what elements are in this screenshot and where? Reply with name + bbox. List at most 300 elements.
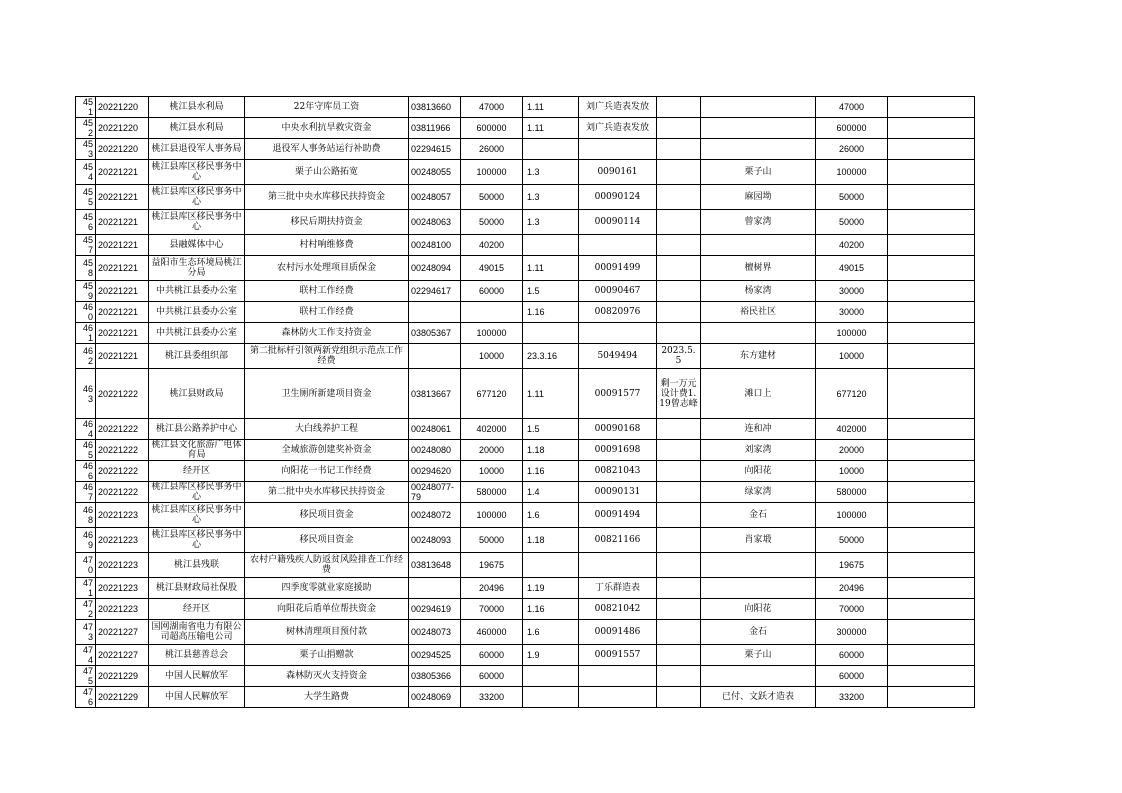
doc-no-cell [579, 323, 657, 344]
table-row [76, 578, 975, 599]
doc-no-cell [579, 139, 657, 160]
village-cell: 曾家湾 [701, 210, 816, 235]
doc-no-cell: 00090124 [579, 185, 657, 210]
table-row [76, 503, 975, 528]
amount-cell: 10000 [461, 344, 523, 369]
village-cell: 已付、文跃才造表 [701, 687, 816, 708]
date-cell: 20221220 [96, 139, 149, 160]
table-row [76, 235, 975, 256]
payer-unit-cell: 中国人民解放军 [149, 687, 245, 708]
allocated-cell: 30000 [816, 302, 888, 323]
table-row [76, 302, 975, 323]
row-no-cell: 455 [76, 185, 96, 210]
voucher-no-cell: 03811966 [409, 118, 461, 139]
pay-date-cell: 1.11 [523, 256, 579, 281]
allocated-cell: 20496 [816, 578, 888, 599]
amount-cell: 100000 [461, 503, 523, 528]
item-cell: 移民项目资金 [245, 503, 409, 528]
table-row [76, 256, 975, 281]
pay-date-cell: 1.9 [523, 645, 579, 666]
payer-unit-cell: 中共桃江县委办公室 [149, 302, 245, 323]
row-no-cell: 475 [76, 666, 96, 687]
village-cell: 滩口上 [701, 369, 816, 419]
pay-date-cell: 1.5 [523, 281, 579, 302]
pay-date-cell: 1.18 [523, 440, 579, 461]
village-cell [701, 666, 816, 687]
amount-cell: 49015 [461, 256, 523, 281]
extra-cell [888, 344, 975, 369]
table-row [76, 344, 975, 369]
item-cell: 中央水利抗旱救灾资金 [245, 118, 409, 139]
row-no-cell: 463 [76, 369, 96, 419]
doc-no-cell: 00821043 [579, 461, 657, 482]
item-cell: 向阳花一书记工作经费 [245, 461, 409, 482]
allocated-cell: 26000 [816, 139, 888, 160]
pay-date-cell [523, 553, 579, 578]
allocated-cell: 580000 [816, 482, 888, 503]
pay-date-cell: 1.11 [523, 369, 579, 419]
voucher-no-cell [409, 578, 461, 599]
village-cell: 东方建材 [701, 344, 816, 369]
extra-cell [888, 461, 975, 482]
date-cell: 20221221 [96, 210, 149, 235]
pay-date-cell: 1.19 [523, 578, 579, 599]
extra-cell [888, 210, 975, 235]
table-row [76, 118, 975, 139]
date-cell: 20221221 [96, 256, 149, 281]
note-cell [657, 440, 701, 461]
extra-cell [888, 302, 975, 323]
note-cell [657, 461, 701, 482]
doc-no-cell: 00091557 [579, 645, 657, 666]
table-row [76, 323, 975, 344]
voucher-no-cell: 00248094 [409, 256, 461, 281]
row-no-cell: 468 [76, 503, 96, 528]
village-cell [701, 578, 816, 599]
payer-unit-cell: 桃江县水利局 [149, 97, 245, 118]
extra-cell [888, 620, 975, 645]
pay-date-cell [523, 235, 579, 256]
date-cell: 20221221 [96, 344, 149, 369]
doc-no-cell: 00091499 [579, 256, 657, 281]
table-row [76, 461, 975, 482]
note-cell [657, 599, 701, 620]
table-row [76, 553, 975, 578]
village-cell [701, 97, 816, 118]
doc-no-cell [579, 553, 657, 578]
table-row [76, 419, 975, 440]
payer-unit-cell: 桃江县公路养护中心 [149, 419, 245, 440]
payer-unit-cell: 桃江县库区移民事务中心 [149, 160, 245, 185]
doc-no-cell: 00091698 [579, 440, 657, 461]
pay-date-cell: 1.3 [523, 210, 579, 235]
table-row [76, 185, 975, 210]
item-cell: 第二批中央水库移民扶持资金 [245, 482, 409, 503]
row-no-cell: 471 [76, 578, 96, 599]
note-cell: 剩一万元设计费1.19曾志峰 [657, 369, 701, 419]
pay-date-cell: 1.16 [523, 599, 579, 620]
amount-cell: 50000 [461, 528, 523, 553]
amount-cell: 580000 [461, 482, 523, 503]
allocated-cell: 40200 [816, 235, 888, 256]
doc-no-cell: 00820976 [579, 302, 657, 323]
row-no-cell: 460 [76, 302, 96, 323]
row-no-cell: 457 [76, 235, 96, 256]
note-cell [657, 503, 701, 528]
date-cell: 20221222 [96, 369, 149, 419]
item-cell: 大白线养护工程 [245, 419, 409, 440]
table-row [76, 369, 975, 419]
voucher-no-cell: 02294615 [409, 139, 461, 160]
note-cell [657, 323, 701, 344]
allocated-cell: 600000 [816, 118, 888, 139]
row-no-cell: 474 [76, 645, 96, 666]
item-cell: 联村工作经费 [245, 302, 409, 323]
payer-unit-cell: 桃江县财政局社保股 [149, 578, 245, 599]
payer-unit-cell: 桃江县水利局 [149, 118, 245, 139]
payer-unit-cell: 桃江县库区移民事务中心 [149, 185, 245, 210]
allocated-cell: 677120 [816, 369, 888, 419]
row-no-cell: 476 [76, 687, 96, 708]
doc-no-cell: 刘广兵造表发放 [579, 118, 657, 139]
voucher-no-cell: 00248073 [409, 620, 461, 645]
row-no-cell: 467 [76, 482, 96, 503]
pay-date-cell: 1.3 [523, 185, 579, 210]
extra-cell [888, 553, 975, 578]
payer-unit-cell: 桃江县退役军人事务局 [149, 139, 245, 160]
amount-cell: 100000 [461, 160, 523, 185]
note-cell [657, 553, 701, 578]
allocated-cell: 50000 [816, 528, 888, 553]
pay-date-cell: 1.6 [523, 503, 579, 528]
date-cell: 20221227 [96, 645, 149, 666]
row-no-cell: 456 [76, 210, 96, 235]
allocated-cell: 30000 [816, 281, 888, 302]
allocated-cell: 49015 [816, 256, 888, 281]
item-cell: 大学生路费 [245, 687, 409, 708]
pay-date-cell: 1.4 [523, 482, 579, 503]
date-cell: 20221221 [96, 281, 149, 302]
village-cell: 肖家塅 [701, 528, 816, 553]
item-cell: 卫生厕所新建项目资金 [245, 369, 409, 419]
doc-no-cell: 00090168 [579, 419, 657, 440]
date-cell: 20221221 [96, 235, 149, 256]
village-cell: 麻园坳 [701, 185, 816, 210]
note-cell [657, 281, 701, 302]
item-cell: 退役军人事务站运行补助费 [245, 139, 409, 160]
item-cell: 农村污水处理项目质保金 [245, 256, 409, 281]
date-cell: 20221221 [96, 302, 149, 323]
row-no-cell: 473 [76, 620, 96, 645]
extra-cell [888, 139, 975, 160]
voucher-no-cell: 00294619 [409, 599, 461, 620]
extra-cell [888, 666, 975, 687]
payer-unit-cell: 县融媒体中心 [149, 235, 245, 256]
allocated-cell: 60000 [816, 645, 888, 666]
doc-no-cell [579, 666, 657, 687]
allocated-cell: 20000 [816, 440, 888, 461]
note-cell [657, 666, 701, 687]
extra-cell [888, 482, 975, 503]
pay-date-cell: 1.6 [523, 620, 579, 645]
table-row [76, 160, 975, 185]
row-no-cell: 464 [76, 419, 96, 440]
date-cell: 20221223 [96, 553, 149, 578]
amount-cell: 677120 [461, 369, 523, 419]
payer-unit-cell: 桃江县库区移民事务中心 [149, 210, 245, 235]
item-cell: 树林清理项目预付款 [245, 620, 409, 645]
note-cell [657, 235, 701, 256]
voucher-no-cell: 03813660 [409, 97, 461, 118]
pay-date-cell: 1.16 [523, 461, 579, 482]
note-cell [657, 118, 701, 139]
date-cell: 20221221 [96, 185, 149, 210]
date-cell: 20221222 [96, 440, 149, 461]
amount-cell: 100000 [461, 323, 523, 344]
amount-cell: 19675 [461, 553, 523, 578]
village-cell [701, 553, 816, 578]
extra-cell [888, 160, 975, 185]
item-cell: 移民后期扶持资金 [245, 210, 409, 235]
village-cell [701, 323, 816, 344]
item-cell: 村村响维修费 [245, 235, 409, 256]
amount-cell: 60000 [461, 666, 523, 687]
note-cell [657, 139, 701, 160]
allocated-cell: 60000 [816, 666, 888, 687]
allocated-cell: 300000 [816, 620, 888, 645]
table-row [76, 599, 975, 620]
row-no-cell: 470 [76, 553, 96, 578]
note-cell [657, 302, 701, 323]
village-cell: 裕民社区 [701, 302, 816, 323]
pay-date-cell: 1.3 [523, 160, 579, 185]
item-cell: 四季度零就业家庭援助 [245, 578, 409, 599]
voucher-no-cell: 03805366 [409, 666, 461, 687]
payer-unit-cell: 桃江县库区移民事务中心 [149, 528, 245, 553]
allocated-cell: 100000 [816, 503, 888, 528]
item-cell: 联村工作经费 [245, 281, 409, 302]
doc-no-cell [579, 235, 657, 256]
amount-cell: 40200 [461, 235, 523, 256]
extra-cell [888, 419, 975, 440]
payer-unit-cell: 经开区 [149, 461, 245, 482]
village-cell: 栗子山 [701, 160, 816, 185]
allocated-cell: 50000 [816, 210, 888, 235]
date-cell: 20221220 [96, 118, 149, 139]
row-no-cell: 459 [76, 281, 96, 302]
payer-unit-cell: 桃江县委组织部 [149, 344, 245, 369]
extra-cell [888, 503, 975, 528]
row-no-cell: 454 [76, 160, 96, 185]
row-no-cell: 461 [76, 323, 96, 344]
date-cell: 20221221 [96, 323, 149, 344]
voucher-no-cell: 00248072 [409, 503, 461, 528]
payer-unit-cell: 桃江县财政局 [149, 369, 245, 419]
village-cell: 刘家湾 [701, 440, 816, 461]
row-no-cell: 453 [76, 139, 96, 160]
village-cell: 栗子山 [701, 645, 816, 666]
amount-cell: 33200 [461, 687, 523, 708]
note-cell [657, 210, 701, 235]
voucher-no-cell: 03813648 [409, 553, 461, 578]
amount-cell: 50000 [461, 185, 523, 210]
voucher-no-cell: 02294617 [409, 281, 461, 302]
table-row [76, 620, 975, 645]
extra-cell [888, 256, 975, 281]
note-cell: 2023.5.5 [657, 344, 701, 369]
doc-no-cell: 00821166 [579, 528, 657, 553]
payer-unit-cell: 国网湖南省电力有限公司超高压输电公司 [149, 620, 245, 645]
row-no-cell: 472 [76, 599, 96, 620]
pay-date-cell [523, 139, 579, 160]
table-row [76, 645, 975, 666]
table-row [76, 440, 975, 461]
village-cell: 檀树界 [701, 256, 816, 281]
date-cell: 20221223 [96, 599, 149, 620]
ledger-table [75, 96, 975, 708]
date-cell: 20221227 [96, 620, 149, 645]
allocated-cell: 19675 [816, 553, 888, 578]
extra-cell [888, 235, 975, 256]
extra-cell [888, 369, 975, 419]
date-cell: 20221222 [96, 419, 149, 440]
payer-unit-cell: 中国人民解放军 [149, 666, 245, 687]
date-cell: 20221223 [96, 528, 149, 553]
village-cell: 向阳花 [701, 599, 816, 620]
table-row [76, 281, 975, 302]
extra-cell [888, 97, 975, 118]
amount-cell [461, 302, 523, 323]
doc-no-cell: 00821042 [579, 599, 657, 620]
amount-cell: 26000 [461, 139, 523, 160]
row-no-cell: 451 [76, 97, 96, 118]
amount-cell: 20000 [461, 440, 523, 461]
amount-cell: 50000 [461, 210, 523, 235]
item-cell: 22年守库员工资 [245, 97, 409, 118]
note-cell [657, 482, 701, 503]
note-cell [657, 578, 701, 599]
doc-no-cell [579, 687, 657, 708]
village-cell: 连和冲 [701, 419, 816, 440]
voucher-no-cell: 00248055 [409, 160, 461, 185]
table-row [76, 528, 975, 553]
voucher-no-cell: 00248063 [409, 210, 461, 235]
village-cell [701, 118, 816, 139]
voucher-no-cell: 00248057 [409, 185, 461, 210]
allocated-cell: 402000 [816, 419, 888, 440]
pay-date-cell: 1.11 [523, 97, 579, 118]
pay-date-cell: 1.18 [523, 528, 579, 553]
village-cell: 向阳花 [701, 461, 816, 482]
item-cell: 森林防灭火支持资金 [245, 666, 409, 687]
date-cell: 20221222 [96, 461, 149, 482]
extra-cell [888, 323, 975, 344]
item-cell: 向阳花后盾单位帮扶资金 [245, 599, 409, 620]
amount-cell: 60000 [461, 281, 523, 302]
doc-no-cell: 刘广兵造表发放 [579, 97, 657, 118]
table-row [76, 97, 975, 118]
allocated-cell: 100000 [816, 160, 888, 185]
allocated-cell: 47000 [816, 97, 888, 118]
note-cell [657, 620, 701, 645]
pay-date-cell: 23.3.16 [523, 344, 579, 369]
voucher-no-cell: 03805367 [409, 323, 461, 344]
village-cell: 金石 [701, 620, 816, 645]
note-cell [657, 419, 701, 440]
pay-date-cell [523, 687, 579, 708]
extra-cell [888, 118, 975, 139]
note-cell [657, 160, 701, 185]
payer-unit-cell: 桃江县库区移民事务中心 [149, 503, 245, 528]
payer-unit-cell: 经开区 [149, 599, 245, 620]
doc-no-cell: 丁乐群造表 [579, 578, 657, 599]
village-cell [701, 139, 816, 160]
doc-no-cell: 5049494 [579, 344, 657, 369]
doc-no-cell: 00090131 [579, 482, 657, 503]
payer-unit-cell: 桃江县库区移民事务中心 [149, 482, 245, 503]
payer-unit-cell: 桃江县慈善总会 [149, 645, 245, 666]
doc-no-cell: 0090161 [579, 160, 657, 185]
village-cell [701, 235, 816, 256]
voucher-no-cell [409, 302, 461, 323]
item-cell: 农村户籍残疾人防返贫风险排查工作经费 [245, 553, 409, 578]
extra-cell [888, 440, 975, 461]
ledger-body [76, 97, 975, 708]
pay-date-cell [523, 666, 579, 687]
voucher-no-cell: 00248100 [409, 235, 461, 256]
row-no-cell: 452 [76, 118, 96, 139]
amount-cell: 600000 [461, 118, 523, 139]
extra-cell [888, 185, 975, 210]
table-row [76, 482, 975, 503]
date-cell: 20221222 [96, 482, 149, 503]
item-cell: 移民项目资金 [245, 528, 409, 553]
doc-no-cell: 00091494 [579, 503, 657, 528]
allocated-cell: 50000 [816, 185, 888, 210]
item-cell: 第二批标杆引领两新党组织示范点工作经费 [245, 344, 409, 369]
extra-cell [888, 281, 975, 302]
allocated-cell: 100000 [816, 323, 888, 344]
doc-no-cell: 00091486 [579, 620, 657, 645]
extra-cell [888, 687, 975, 708]
voucher-no-cell: 00248093 [409, 528, 461, 553]
allocated-cell: 10000 [816, 344, 888, 369]
extra-cell [888, 578, 975, 599]
amount-cell: 70000 [461, 599, 523, 620]
allocated-cell: 10000 [816, 461, 888, 482]
payer-unit-cell: 中共桃江县委办公室 [149, 281, 245, 302]
item-cell: 第三批中央水库移民扶持资金 [245, 185, 409, 210]
amount-cell: 10000 [461, 461, 523, 482]
date-cell: 20221220 [96, 97, 149, 118]
voucher-no-cell: 00248069 [409, 687, 461, 708]
doc-no-cell: 00090467 [579, 281, 657, 302]
allocated-cell: 33200 [816, 687, 888, 708]
amount-cell: 460000 [461, 620, 523, 645]
amount-cell: 402000 [461, 419, 523, 440]
table-row [76, 210, 975, 235]
voucher-no-cell [409, 344, 461, 369]
payer-unit-cell: 桃江县文化旅游广电体育局 [149, 440, 245, 461]
pay-date-cell: 1.5 [523, 419, 579, 440]
payer-unit-cell: 益阳市生态环境局桃江分局 [149, 256, 245, 281]
note-cell [657, 687, 701, 708]
note-cell [657, 185, 701, 210]
row-no-cell: 458 [76, 256, 96, 281]
allocated-cell: 70000 [816, 599, 888, 620]
payer-unit-cell: 中共桃江县委办公室 [149, 323, 245, 344]
date-cell: 20221221 [96, 160, 149, 185]
